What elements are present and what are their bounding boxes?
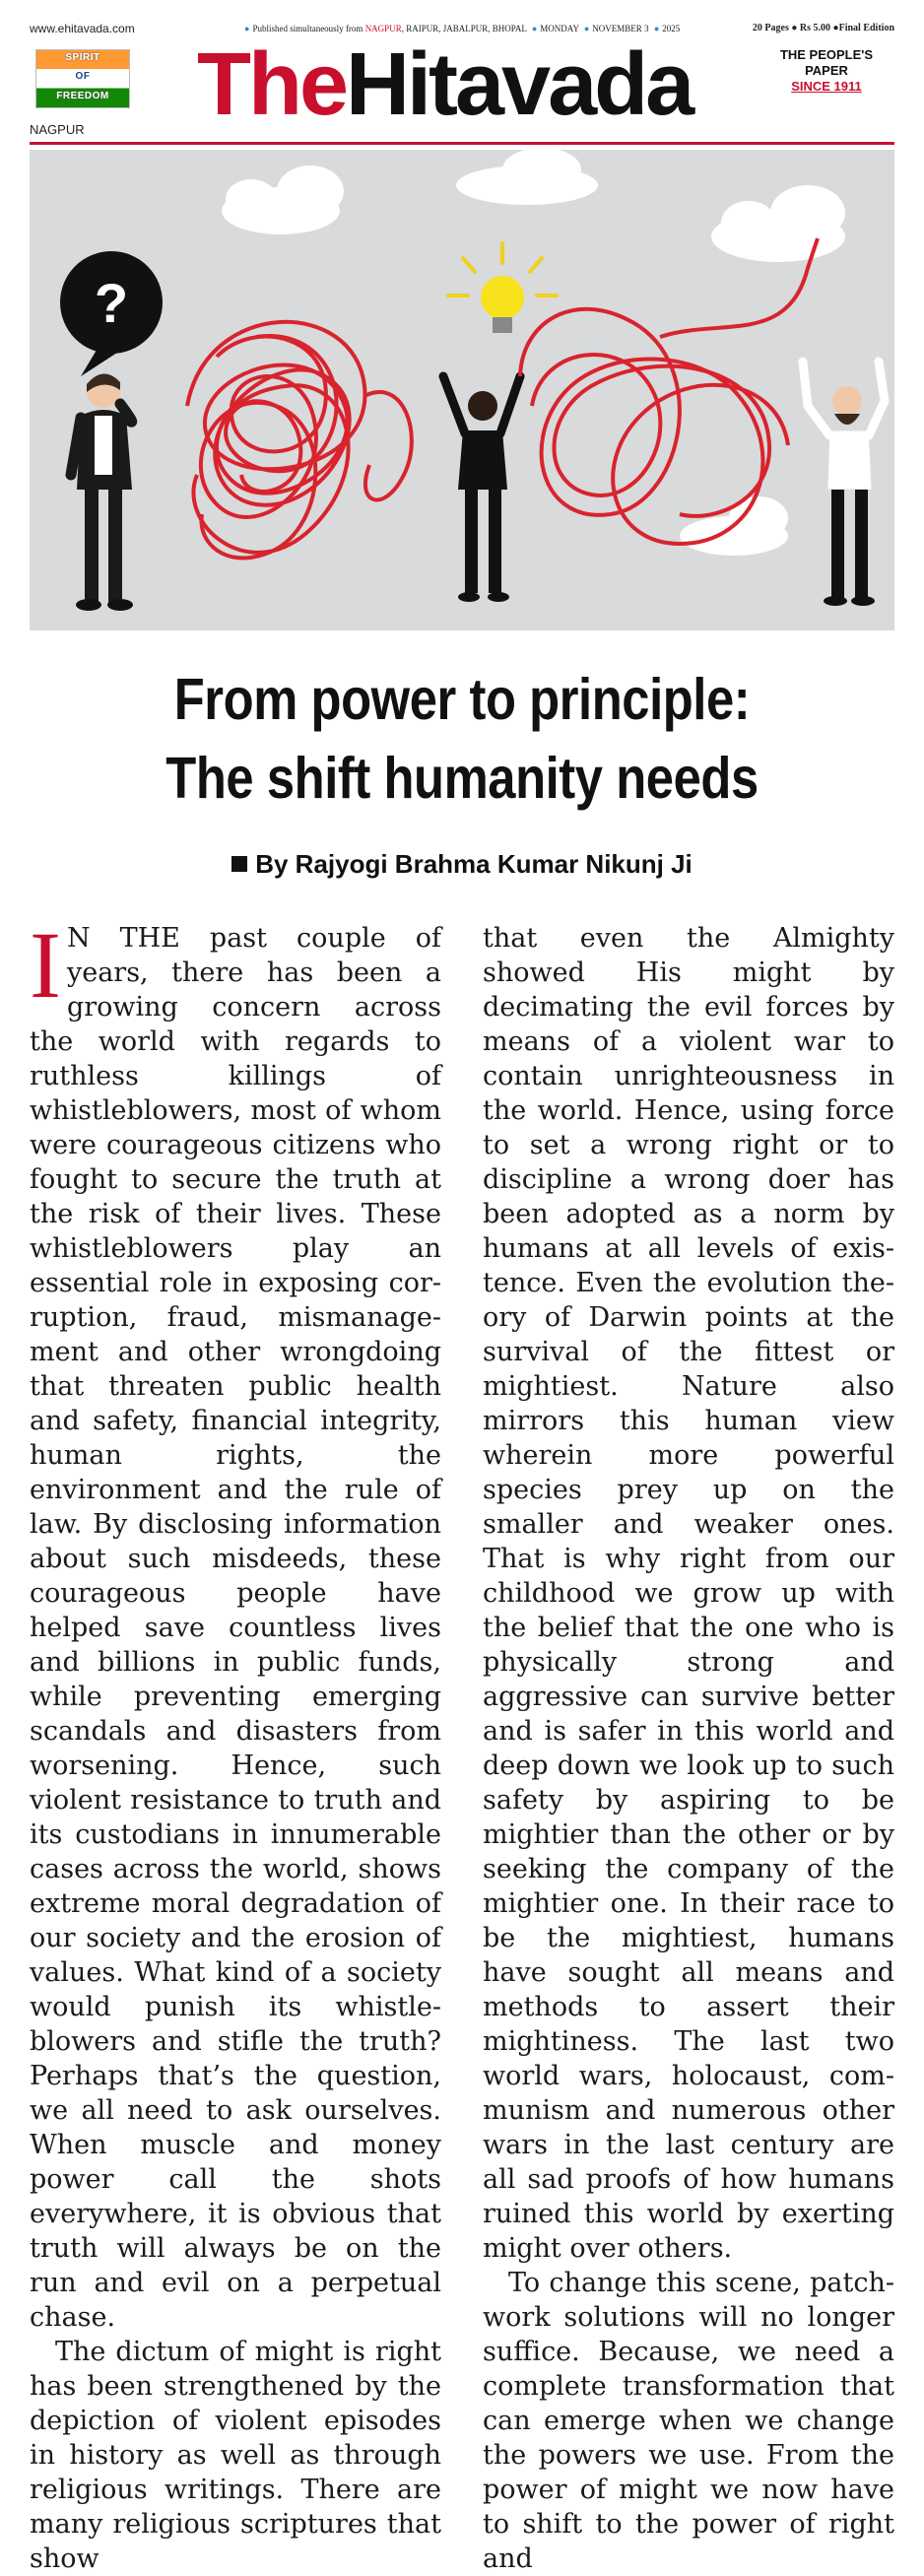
issue-year: 2025 (662, 24, 681, 33)
nameplate-the: The (197, 35, 347, 134)
tagline-since: SINCE 1911 (791, 79, 862, 94)
published-prefix: Published simultaneously from (252, 24, 365, 33)
masthead-topline (30, 14, 894, 35)
article-byline (30, 849, 894, 880)
tangled-red-line-icon (187, 322, 412, 559)
bullet-dot-icon: ● (583, 24, 590, 33)
cloud-icon (711, 185, 845, 262)
badge-line: SPIRIT (65, 52, 100, 63)
published-cities: , RAIPUR, JABALPUR, BHOPAL (401, 24, 527, 33)
page-count: 20 Pages (752, 23, 789, 33)
bullet-dot-icon: ● (531, 24, 538, 33)
person-pulling-line-icon (803, 362, 885, 606)
headline-line: The shift humanity needs (165, 746, 759, 811)
badge-line: FREEDOM (56, 91, 109, 101)
site-url-link[interactable]: www.ehitavada.com (30, 22, 135, 35)
woman-figure-icon (443, 376, 520, 602)
bullet-dot-icon: ● (653, 24, 660, 33)
article-column-1 (30, 912, 441, 2574)
tagline-line: PAPER (805, 63, 848, 78)
badge-line: OF (75, 71, 91, 82)
bullet-dot-icon: ● (791, 23, 800, 33)
square-bullet-icon (231, 856, 247, 872)
issue-day: MONDAY (540, 24, 579, 33)
publication-info (241, 24, 680, 33)
edition-label: Final Edition (838, 23, 894, 33)
thinking-person-icon (71, 373, 133, 611)
question-speech-bubble-icon (60, 251, 163, 376)
cloud-icon (456, 148, 598, 205)
article-headline (90, 660, 833, 818)
article-paragraph: that even the Almighty showed His might by decimating the evil forces by means of a violent war to contain unrighteousness in the world. Hence, using force to set a wrong right or to discipline a wrong doer has been adopted as a norm by humans at all levels of existence. Even the evolution theory of Darwin points at the survival of the fittest or mightiest. Nature also mirrors this human view wherein more powerful species prey up on the smaller and weaker ones. That is why right from our childhood we grow up with the belief that the one who is physically strong and aggressive can survive better and is safer in this world and deep down we look up to such safety by aspiring to be mightier than the other or by seeking the company of the mightier one. In their race to be the mightiest, humans have sought all means and methods to assert their mightiness. The last two world wars, holocaust, communism and numerous other wars in the last century are all sad proofs of how humans ruined this world by exerting might over others. (483, 923, 894, 2264)
unraveled-red-loops-icon (520, 238, 818, 544)
paragraph-text: N THE past couple of years, there has been a growing concern across the world with regards to ruthless killings of whistleblowers, most of whom were courageous citizens who fought to secure the truth at the risk of their lives. These whistleblowers play an essential role in exposing corruption, fraud, mismanagement and other wrongdoing that threaten public health and safety, financial integrity, human rights, the environment and the rule of law. By disclosing information about such misdeeds, these courageous people have helped save countless lives and billions in public funds, while preventing emerging scandals and disasters from worsening. Hence, such violent resistance to truth and its custodians in innumerable cases across the world, shows extreme moral degradation of our society and the erosion of values. What kind of a society would punish its whistle-blowers and stifle the truth? Perhaps that’s the question, we all need to ask ourselves. When muscle and money power call the shots everywhere, it is obvious that truth will always be on the run and evil on a perpetual chase. (30, 923, 441, 2333)
cloud-icon (222, 165, 344, 234)
newspaper-nameplate[interactable] (197, 35, 692, 134)
bullet-dot-icon: ● (832, 23, 839, 33)
edition-info (753, 23, 894, 33)
drop-cap: I (30, 912, 61, 1018)
published-city-highlight: NAGPUR (364, 24, 402, 33)
nameplate-hitavada: Hitavada (346, 35, 693, 134)
spirit-of-freedom-flag-icon (35, 49, 130, 108)
bullet-dot-icon: ● (244, 24, 250, 33)
tagline (768, 47, 885, 95)
article-illustration (30, 150, 894, 630)
city-label: NAGPUR (30, 122, 85, 137)
masthead-divider (30, 142, 894, 145)
article-body (30, 912, 894, 2574)
tagline-line: THE PEOPLE'S (779, 47, 874, 62)
price: Rs 5.00 (799, 23, 831, 33)
article-paragraph: To change this scene, patchwork solutions will no longer suffice. Because, we need a complete transformation that can emerge when we change the powers we use. From the power of might we now have to shift to the power of right and (483, 2268, 894, 2574)
article-column-2 (483, 921, 894, 2574)
lightbulb-icon (448, 243, 557, 333)
question-mark: ? (94, 272, 129, 334)
issue-date: NOVEMBER 3 (592, 24, 649, 33)
headline-line: From power to principle: (173, 667, 751, 732)
article-paragraph: The dictum of might is right has been strengthened by the depiction of violent episodes in history as well as through religious writings. There are many religious scriptures that show (30, 2337, 441, 2574)
byline-author: By Rajyogi Brahma Kumar Nikunj Ji (255, 849, 693, 879)
article-paragraph (30, 912, 441, 2335)
